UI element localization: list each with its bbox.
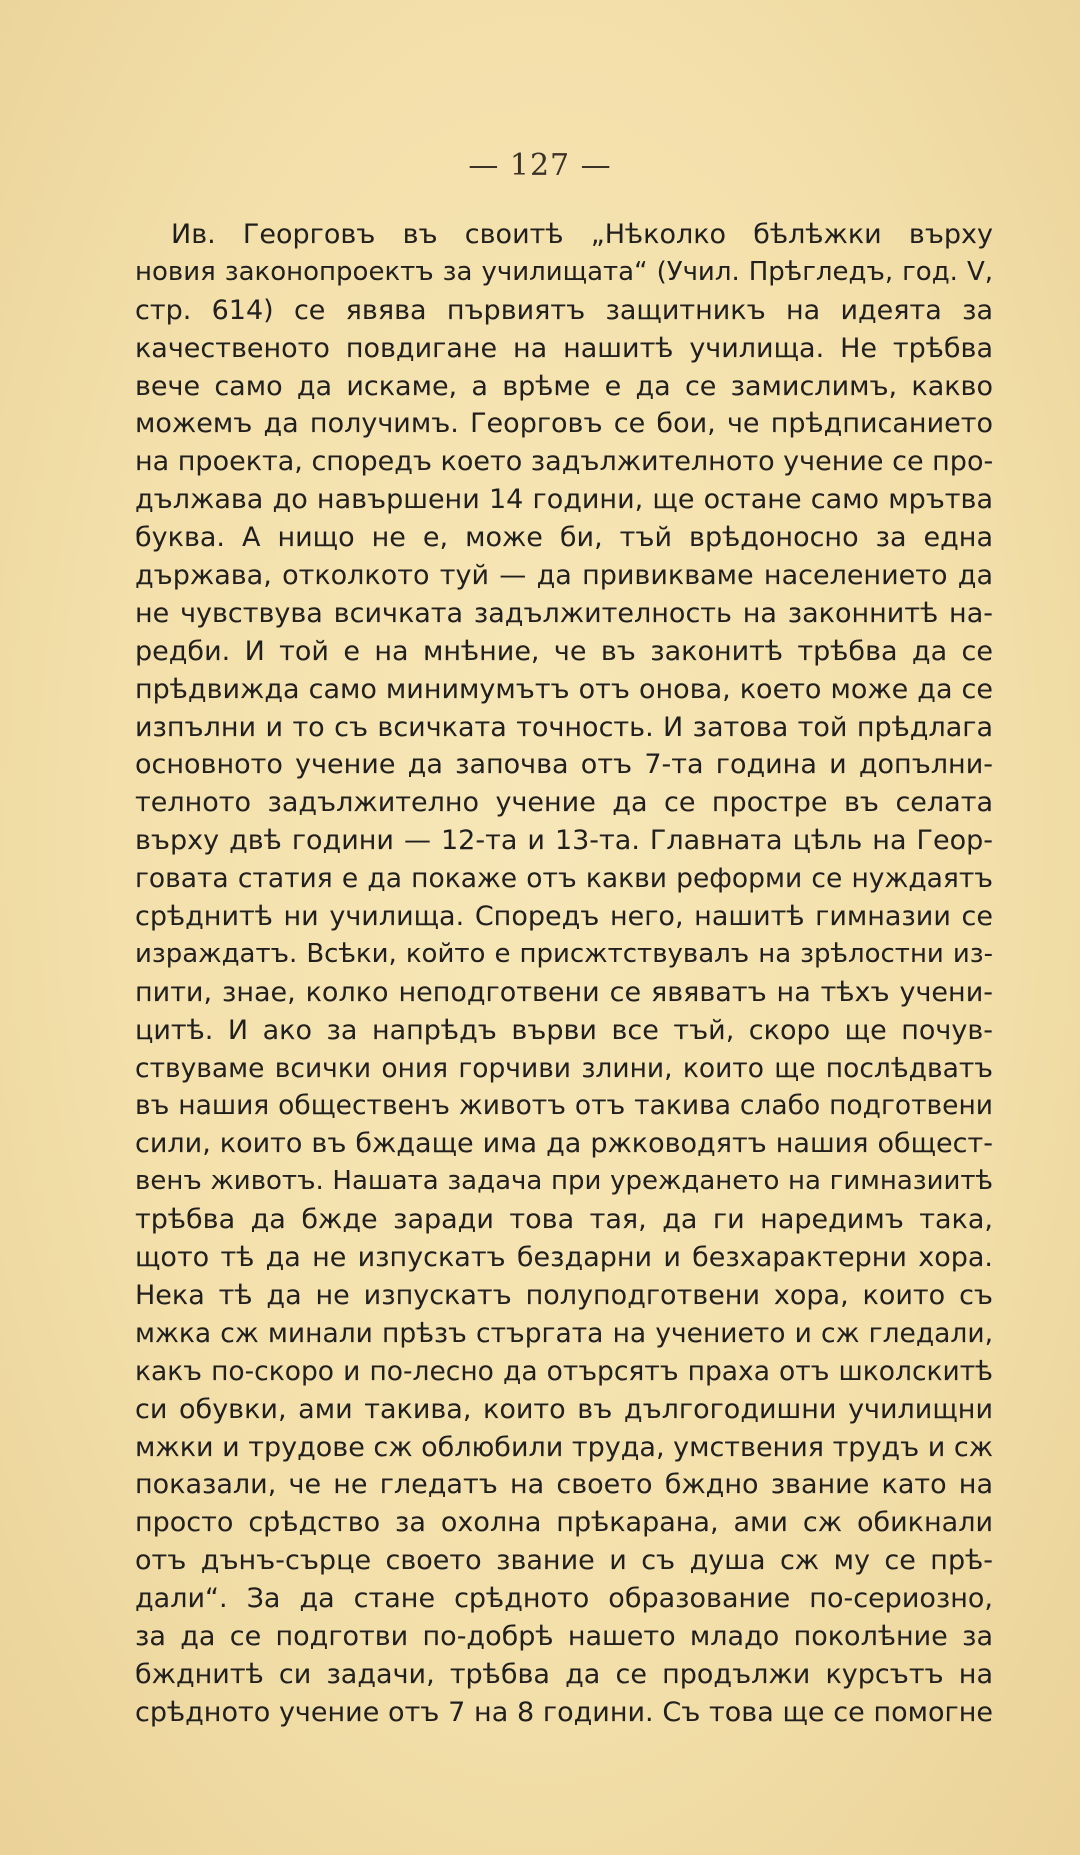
- text-line: мжки и трудове сж облюбили труда, умствения трудъ и сж: [135, 1431, 993, 1463]
- text-line: говата статия е да покаже отъ какви реформи се нуждаятъ: [135, 863, 993, 895]
- text-line: държава, отколкото туй — да привикваме населението да: [135, 560, 993, 592]
- text-line: отъ дънъ-сърце своето звание и съ душа сж му се прѣ-: [135, 1545, 993, 1577]
- page-number: — 127 —: [468, 148, 612, 183]
- text-line: стр. 614) се явява първиятъ защитникъ на идеята за: [135, 294, 993, 326]
- text-line: срѣднитѣ ни училища. Споредъ него, нашитѣ гимназии се: [135, 901, 993, 933]
- text-line: бжднитѣ си задачи, трѣбва да се продължи курсътъ на: [135, 1658, 993, 1690]
- text-line: срѣдното учение отъ 7 на 8 години. Съ това ще се помогне: [135, 1696, 993, 1728]
- text-line: на проекта, споредъ което задължителното учение се про-: [135, 446, 993, 478]
- text-line: трѣбва да бжде заради това тая, да ги наредимъ така,: [135, 1204, 993, 1236]
- text-line: вече само да искаме, а врѣме е да се замислимъ, какво: [135, 370, 993, 402]
- text-line: дължава до навършени 14 години, ще остане само мрътва: [135, 484, 993, 516]
- text-line: щото тѣ да не изпускатъ бездарни и безхарактерни хора.: [135, 1242, 993, 1274]
- text-line: Ив. Георговъ въ своитѣ „Нѣколко бѣлѣжки върху: [171, 219, 993, 250]
- text-line: какъ по-скоро и по-лесно да отърсятъ праха отъ школскитѣ: [135, 1355, 993, 1387]
- text-line: качественото повдигане на нашитѣ училища. Не трѣбва: [135, 332, 993, 364]
- body-text: [135, 216, 993, 1732]
- text-line: редби. И той е на мнѣние, че въ законитѣ трѣбва да се: [135, 635, 993, 667]
- text-line: пити, знае, колко неподготвени се явяватъ на тѣхъ учени-: [135, 976, 993, 1008]
- text-line: Нека тѣ да не изпускатъ полуподготвени хора, които съ: [135, 1279, 993, 1311]
- text-line: буква. А нищо не е, може би, тъй врѣдоносно за една: [135, 522, 993, 554]
- text-line: сили, които въ бждаще има да ржководятъ нашия общест-: [135, 1128, 993, 1160]
- text-line: мжка сж минали прѣзъ стъргата на учението и сж гледали,: [135, 1317, 993, 1349]
- text-line: показали, че не гледатъ на своето бждно звание като на: [135, 1469, 993, 1501]
- text-line: изпълни и то съ всичката точность. И затова той прѣдлага: [135, 711, 993, 743]
- text-line: телното задължително учение да се простре въ селата: [135, 787, 993, 819]
- text-line: цитѣ. И ако за напрѣдъ върви все тъй, скоро ще почув-: [135, 1014, 993, 1046]
- text-line: просто срѣдство за охолна прѣкарана, ами сж обикнали: [135, 1507, 993, 1539]
- text-line: израждатъ. Всѣки, който е присжтствувалъ на зрѣлостни из-: [135, 938, 993, 969]
- text-line: можемъ да получимъ. Георговъ се бои, че прѣдписанието: [135, 408, 993, 440]
- text-line: върху двѣ години — 12-та и 13-та. Главната цѣль на Геор-: [135, 825, 993, 857]
- text-line: венъ животъ. Нашата задача при уреждането на гимназиитѣ: [135, 1166, 993, 1197]
- text-line: дали“. За да стане срѣдното образование по-сериозно,: [135, 1583, 993, 1615]
- text-line: въ нашия общественъ животъ отъ такива слабо подготвени: [135, 1090, 993, 1122]
- text-line: прѣдвижда само минимумътъ отъ онова, което може да се: [135, 673, 993, 705]
- text-line: ствуваме всички ония горчиви злини, които ще послѣдватъ: [135, 1052, 993, 1084]
- text-line: си обувки, ами такива, които въ дългогодишни училищни: [135, 1393, 993, 1425]
- text-line: основното учение да започва отъ 7-та година и допълни-: [135, 749, 993, 781]
- text-line: новия законопроектъ за училищата“ (Учил. Прѣгледъ, год. V,: [135, 256, 993, 287]
- text-line: за да се подготви по-добрѣ нашето младо поколѣние за: [135, 1620, 993, 1652]
- text-line: не чувствува всичката задължителность на законнитѣ на-: [135, 597, 993, 629]
